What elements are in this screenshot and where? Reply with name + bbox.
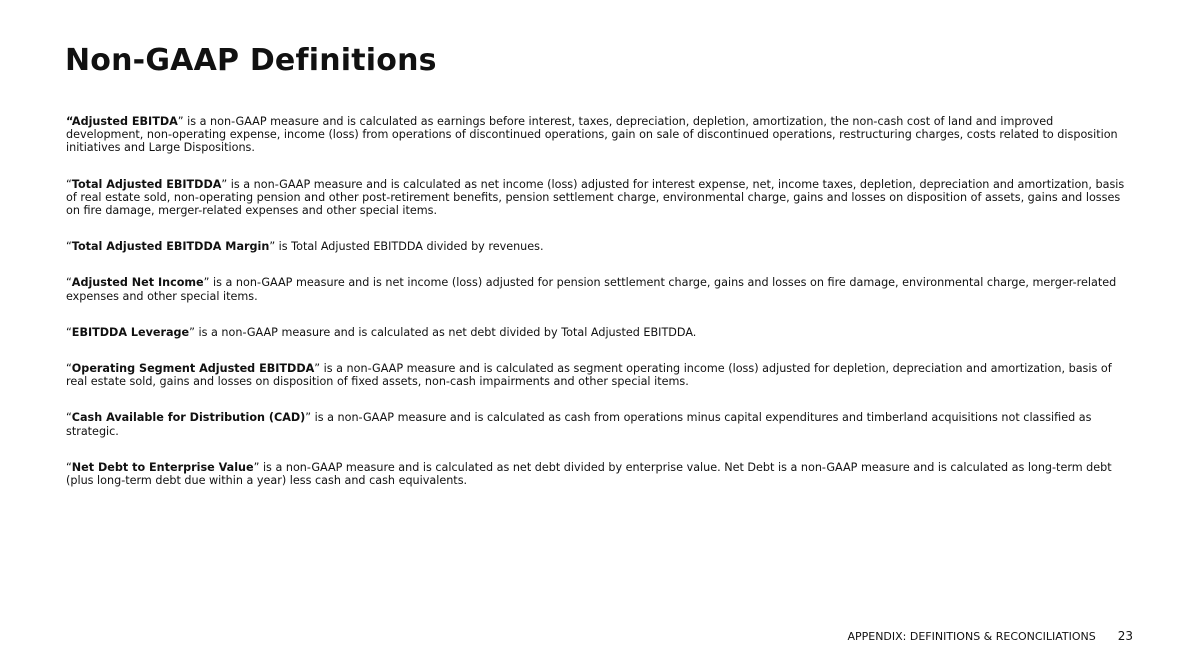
definition-text: ” is a non-GAAP measure and is calculated as net debt divided by Total Adjusted EBITDDA.	[189, 325, 697, 339]
definition-net-debt-to-enterprise-value: “Net Debt to Enterprise Value” is a non-GAAP measure and is calculated as net debt divided by enterprise value. Net Debt is a non-GAAP measure and is calculated as long-term debt (plus long-term debt due within a year) less cash and cash equivalents.	[66, 460, 1112, 488]
definition-term: “Adjusted EBITDA	[66, 115, 178, 128]
definition-term: Total Adjusted EBITDDA Margin	[71, 240, 270, 254]
definition-cash-available-for-distribution: “Cash Available for Distribution (CAD)” is a non-GAAP measure and is calculated as cash from operations minus capital expenditures and timberland acquisitions not classified as strategic.	[66, 411, 1092, 438]
definition-term: Cash Available for Distribution (CAD)	[71, 411, 306, 425]
definition-term: Operating Segment Adjusted EBITDDA	[71, 362, 315, 376]
definition-adjusted-ebitda	[66, 115, 1132, 155]
footer-section-label: APPENDIX: DEFINITIONS & RECONCILIATIONS	[847, 630, 1096, 643]
definition-term: EBITDDA Leverage	[71, 325, 190, 339]
definition-ebitdda-leverage: “EBITDDA Leverage” is a non-GAAP measure and is calculated as net debt divided by Total Adjusted EBITDDA.	[66, 325, 697, 339]
definition-total-adjusted-ebitdda: “Total Adjusted EBITDDA” is a non-GAAP measure and is calculated as net income (loss) adjusted for interest expense, net, income taxes, depletion, depreciation and amortization, basis of real estate sold, non-operating pension and other post-retirement benefits, pension settlement charge, environmental charge, gains and losses on disposition of assets, gains and losses on fire damage, merger-related expenses and other special items.	[66, 177, 1125, 218]
definitions-list	[66, 115, 1132, 510]
definition-adjusted-net-income: “Adjusted Net Income” is a non-GAAP measure and is net income (loss) adjusted for pension settlement charge, gains and losses on fire damage, environmental charge, merger-related expenses and other special items.	[66, 276, 1117, 303]
page-title: Non-GAAP Definitions	[65, 43, 437, 78]
slide-footer	[847, 629, 1133, 644]
definition-term: Net Debt to Enterprise Value	[71, 460, 254, 474]
definition-term: Adjusted Net Income	[71, 276, 204, 290]
definition-text: ” is a non-GAAP measure and is calculated as net income (loss) adjusted for interest expense, net, income taxes, depletion, depreciation and amortization, basis of real estate sold, non-operating pension and other post-retirement benefits, pension settlement charge, environmental charge, gains and losses on disposition of assets, gains and losses on fire damage, merger-related expenses and other special items.	[66, 177, 1125, 218]
definition-text: ” is a non-GAAP measure and is calculated as net debt divided by enterprise value. Net Debt is a non-GAAP measure and is calculated as long-term debt (plus long-term debt due within a year) less cash and cash equivalents.	[66, 460, 1112, 488]
definition-term: Total Adjusted EBITDDA	[71, 177, 222, 191]
page-number: 23	[1117, 629, 1133, 643]
definition-text: ” is a non-GAAP measure and is calculated as earnings before interest, taxes, depreciation, depletion, amortization, the non-cash cost of land and improved development, non-operating expense, income (loss) from operations of discontinued operations, gain on sale of discontinued operations, restructuring charges, costs related to disposition initiatives and Large Dispositions.	[66, 115, 1118, 155]
definition-operating-segment-adjusted-ebitdda: “Operating Segment Adjusted EBITDDA” is a non-GAAP measure and is calculated as segment operating income (loss) adjusted for depletion, depreciation and amortization, basis of real estate sold, gains and losses on disposition of fixed assets, non-cash impairments and other special items.	[66, 362, 1112, 389]
definition-text: ” is Total Adjusted EBITDDA divided by revenues.	[269, 240, 544, 254]
definition-text: ” is a non-GAAP measure and is calculated as segment operating income (loss) adjusted for depletion, depreciation and amortization, basis of real estate sold, gains and losses on disposition of fixed assets, non-cash impairments and other special items.	[66, 362, 1112, 389]
definition-total-adjusted-ebitdda-margin: “Total Adjusted EBITDDA Margin” is Total Adjusted EBITDDA divided by revenues.	[66, 240, 544, 254]
definition-text: ” is a non-GAAP measure and is net income (loss) adjusted for pension settlement charge, gains and losses on fire damage, environmental charge, merger-related expenses and other special items.	[66, 276, 1117, 303]
definition-text: ” is a non-GAAP measure and is calculated as cash from operations minus capital expenditures and timberland acquisitions not classified as strategic.	[66, 411, 1092, 438]
